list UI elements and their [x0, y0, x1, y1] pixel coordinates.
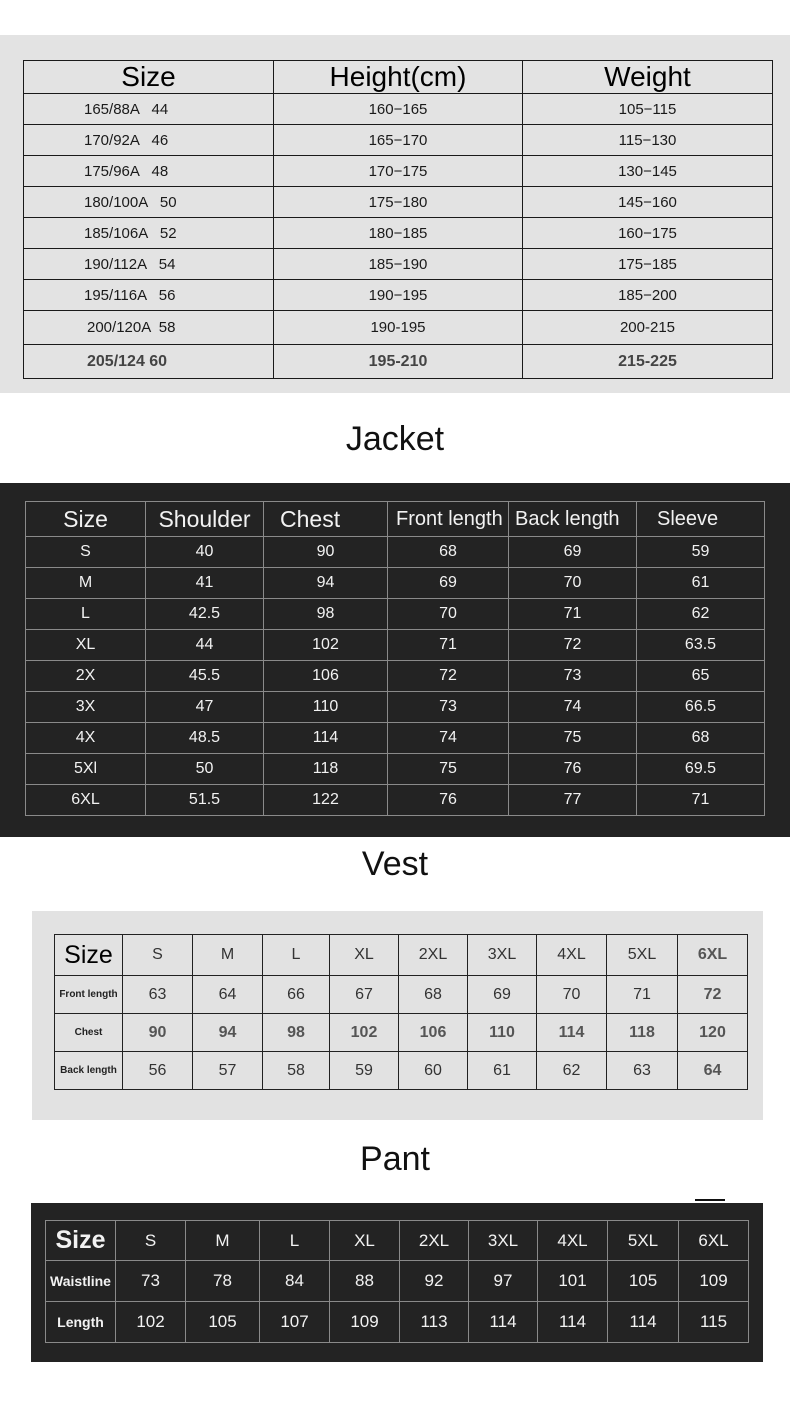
cell: 71 — [607, 976, 678, 1014]
cell: 70 — [388, 599, 509, 630]
table-header-row — [24, 61, 773, 94]
cell: 71 — [637, 785, 765, 816]
cell: 74 — [388, 723, 509, 754]
cell: 62 — [537, 1052, 607, 1090]
cell: 63 — [123, 976, 193, 1014]
cell: S — [26, 537, 146, 568]
cell: 72 — [678, 976, 748, 1014]
table-row — [26, 630, 765, 661]
cell: 50 — [146, 754, 264, 785]
cell: 94 — [193, 1014, 263, 1052]
header-cell: S — [116, 1221, 186, 1261]
cell: 59 — [637, 537, 765, 568]
table-header-row — [26, 502, 765, 537]
cell: 76 — [388, 785, 509, 816]
table-header-row — [55, 935, 748, 976]
cell-size: 175/96A 48 — [24, 156, 274, 187]
cell: 64 — [193, 976, 263, 1014]
cell: 109 — [679, 1261, 749, 1302]
cell: 102 — [264, 630, 388, 661]
cell: XL — [26, 630, 146, 661]
table-row — [26, 661, 765, 692]
table-row — [46, 1302, 749, 1343]
cell: 62 — [637, 599, 765, 630]
cell: 120 — [678, 1014, 748, 1052]
cell: 68 — [399, 976, 468, 1014]
header-cell: 4XL — [537, 935, 607, 976]
cell: 63 — [607, 1052, 678, 1090]
size-chart-table — [23, 60, 773, 379]
cell-weight: 200-215 — [523, 311, 773, 345]
cell: 105 — [186, 1302, 260, 1343]
cell: 48.5 — [146, 723, 264, 754]
cell: 47 — [146, 692, 264, 723]
cell: 114 — [537, 1014, 607, 1052]
cell: 2X — [26, 661, 146, 692]
header-chest: Chest — [264, 502, 388, 537]
cell-height: 175−180 — [274, 187, 523, 218]
cell: 51.5 — [146, 785, 264, 816]
table-row — [24, 311, 773, 345]
cell: 3X — [26, 692, 146, 723]
header-cell: 2XL — [399, 935, 468, 976]
cell: 118 — [607, 1014, 678, 1052]
size-chart-panel — [0, 35, 790, 393]
table-header-row — [46, 1221, 749, 1261]
table-row — [26, 785, 765, 816]
table-row — [24, 187, 773, 218]
cell: 61 — [637, 568, 765, 599]
table-row — [46, 1261, 749, 1302]
header-cell: 3XL — [469, 1221, 538, 1261]
header-sleeve: Sleeve — [637, 502, 765, 537]
row-label: Front length — [55, 976, 123, 1014]
header-cell: 3XL — [468, 935, 537, 976]
jacket-size-table — [25, 501, 765, 816]
table-row — [26, 723, 765, 754]
cell-height: 160−165 — [274, 94, 523, 125]
header-cell: 6XL — [679, 1221, 749, 1261]
cell-height: 165−170 — [274, 125, 523, 156]
cell: 75 — [509, 723, 637, 754]
cell: 98 — [263, 1014, 330, 1052]
cell: 71 — [388, 630, 509, 661]
row-label: Back length — [55, 1052, 123, 1090]
cell: 67 — [330, 976, 399, 1014]
cell: 57 — [193, 1052, 263, 1090]
header-size: Size — [26, 502, 146, 537]
header-cell: S — [123, 935, 193, 976]
cell-height: 170−175 — [274, 156, 523, 187]
jacket-title: Jacket — [345, 420, 445, 458]
cell: 64 — [678, 1052, 748, 1090]
table-row — [24, 249, 773, 280]
cell-weight: 160−175 — [523, 218, 773, 249]
table-row — [24, 125, 773, 156]
cell: 110 — [468, 1014, 537, 1052]
cell: 70 — [537, 976, 607, 1014]
cell: M — [26, 568, 146, 599]
cell: 94 — [264, 568, 388, 599]
cell-size: 165/88A 44 — [24, 94, 274, 125]
cell: 60 — [399, 1052, 468, 1090]
row-label: Waistline — [46, 1261, 116, 1302]
cell: 69 — [468, 976, 537, 1014]
table-row — [24, 218, 773, 249]
header-size: Size — [24, 61, 274, 94]
cell: 72 — [509, 630, 637, 661]
row-label: Chest — [55, 1014, 123, 1052]
cell: 72 — [388, 661, 509, 692]
cell-size: 205/124 60 — [24, 345, 274, 379]
cell-weight: 115−130 — [523, 125, 773, 156]
cell-weight: 130−145 — [523, 156, 773, 187]
cell: 97 — [469, 1261, 538, 1302]
table-row — [26, 692, 765, 723]
cell: 114 — [264, 723, 388, 754]
cell: 102 — [116, 1302, 186, 1343]
cell-size: 190/112A 54 — [24, 249, 274, 280]
cell: 6XL — [26, 785, 146, 816]
cell-height: 195-210 — [274, 345, 523, 379]
cell: 71 — [509, 599, 637, 630]
header-cell: 2XL — [400, 1221, 469, 1261]
cell: 106 — [399, 1014, 468, 1052]
header-cell: L — [260, 1221, 330, 1261]
cell-size: 170/92A 46 — [24, 125, 274, 156]
cell: 75 — [388, 754, 509, 785]
cell-size: 195/116A 56 — [24, 280, 274, 311]
table-row — [55, 976, 748, 1014]
cell: L — [26, 599, 146, 630]
cell: 90 — [264, 537, 388, 568]
cell: 59 — [330, 1052, 399, 1090]
vest-panel — [32, 911, 763, 1120]
cell: 84 — [260, 1261, 330, 1302]
cell: 101 — [538, 1261, 608, 1302]
table-row — [24, 280, 773, 311]
cell: 69 — [509, 537, 637, 568]
decorative-dash — [695, 1199, 725, 1201]
cell-height: 190−195 — [274, 280, 523, 311]
cell: 41 — [146, 568, 264, 599]
header-cell: XL — [330, 935, 399, 976]
cell: 122 — [264, 785, 388, 816]
cell: 70 — [509, 568, 637, 599]
cell: 66 — [263, 976, 330, 1014]
cell: 58 — [263, 1052, 330, 1090]
cell: 92 — [400, 1261, 469, 1302]
cell: 88 — [330, 1261, 400, 1302]
header-cell: M — [186, 1221, 260, 1261]
table-row — [26, 599, 765, 630]
cell: 113 — [400, 1302, 469, 1343]
header-cell: 5XL — [607, 935, 678, 976]
cell: 115 — [679, 1302, 749, 1343]
cell: 73 — [116, 1261, 186, 1302]
cell: 102 — [330, 1014, 399, 1052]
table-row — [24, 345, 773, 379]
cell: 69.5 — [637, 754, 765, 785]
header-shoulder: Shoulder — [146, 502, 264, 537]
cell: 73 — [509, 661, 637, 692]
table-row — [26, 537, 765, 568]
header-size: Size — [55, 935, 123, 976]
cell: 90 — [123, 1014, 193, 1052]
cell: 73 — [388, 692, 509, 723]
cell: 118 — [264, 754, 388, 785]
header-weight: Weight — [523, 61, 773, 94]
header-cell: 6XL — [678, 935, 748, 976]
cell: 45.5 — [146, 661, 264, 692]
vest-size-table — [54, 934, 748, 1090]
cell: 69 — [388, 568, 509, 599]
cell: 109 — [330, 1302, 400, 1343]
header-cell: 5XL — [608, 1221, 679, 1261]
pant-title: Pant — [360, 1140, 430, 1178]
cell: 68 — [388, 537, 509, 568]
jacket-panel — [0, 483, 790, 837]
cell-size: 180/100A 50 — [24, 187, 274, 218]
header-front-length: Front length — [388, 502, 509, 537]
cell: 5Xl — [26, 754, 146, 785]
cell-weight: 175−185 — [523, 249, 773, 280]
cell: 74 — [509, 692, 637, 723]
cell: 4X — [26, 723, 146, 754]
table-row — [55, 1052, 748, 1090]
cell: 66.5 — [637, 692, 765, 723]
row-label: Length — [46, 1302, 116, 1343]
cell: 105 — [608, 1261, 679, 1302]
header-cell: M — [193, 935, 263, 976]
cell: 40 — [146, 537, 264, 568]
header-height: Height(cm) — [274, 61, 523, 94]
cell: 76 — [509, 754, 637, 785]
cell: 42.5 — [146, 599, 264, 630]
header-cell: L — [263, 935, 330, 976]
table-row — [26, 568, 765, 599]
table-row — [55, 1014, 748, 1052]
cell-height: 185−190 — [274, 249, 523, 280]
cell: 107 — [260, 1302, 330, 1343]
pant-panel — [31, 1203, 763, 1362]
cell: 98 — [264, 599, 388, 630]
header-cell: XL — [330, 1221, 400, 1261]
cell: 78 — [186, 1261, 260, 1302]
cell: 114 — [538, 1302, 608, 1343]
cell-weight: 215-225 — [523, 345, 773, 379]
pant-size-table — [45, 1220, 749, 1343]
vest-title: Vest — [361, 845, 429, 883]
cell-size: 200/120A 58 — [24, 311, 274, 345]
cell: 65 — [637, 661, 765, 692]
header-size: Size — [46, 1221, 116, 1261]
cell-height: 190-195 — [274, 311, 523, 345]
cell: 68 — [637, 723, 765, 754]
cell: 61 — [468, 1052, 537, 1090]
table-row — [24, 94, 773, 125]
header-back-length: Back length — [509, 502, 637, 537]
cell: 44 — [146, 630, 264, 661]
table-row — [24, 156, 773, 187]
table-row — [26, 754, 765, 785]
cell-height: 180−185 — [274, 218, 523, 249]
cell-weight: 105−115 — [523, 94, 773, 125]
cell: 110 — [264, 692, 388, 723]
cell: 114 — [608, 1302, 679, 1343]
cell: 63.5 — [637, 630, 765, 661]
cell: 56 — [123, 1052, 193, 1090]
cell: 77 — [509, 785, 637, 816]
header-cell: 4XL — [538, 1221, 608, 1261]
cell: 106 — [264, 661, 388, 692]
cell-weight: 185−200 — [523, 280, 773, 311]
cell: 114 — [469, 1302, 538, 1343]
cell-size: 185/106A 52 — [24, 218, 274, 249]
cell-weight: 145−160 — [523, 187, 773, 218]
